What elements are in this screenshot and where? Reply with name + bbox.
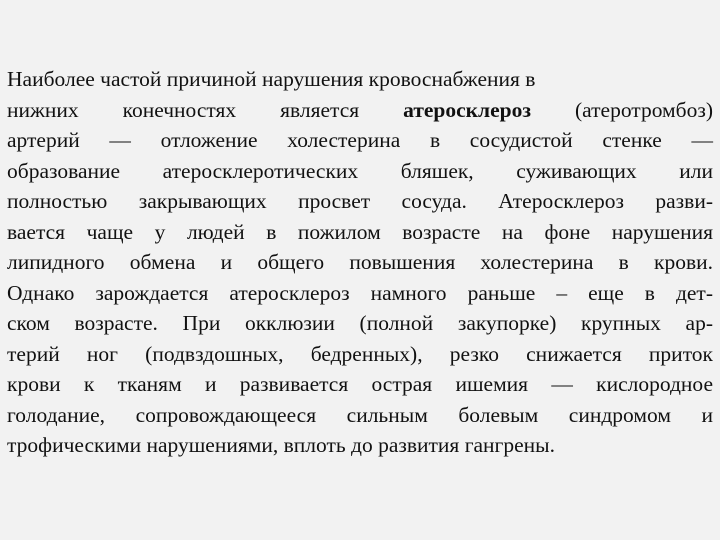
paragraph-line-3: артерий — отложение холестерина в сосудистой стенке — bbox=[7, 128, 713, 152]
body-paragraph bbox=[7, 64, 713, 461]
paragraph-line-8: Однако зарождается атеросклероз намного раньше – еще в дет- bbox=[7, 280, 713, 305]
paragraph-line-2 bbox=[7, 95, 713, 126]
paragraph-line-4: образование атеросклеротических бляшек, суживающих или bbox=[7, 158, 713, 183]
paragraph-line-1: Наиболее частой причиной нарушения кровоснабжения в bbox=[7, 67, 536, 91]
paragraph-text: (атеротромбоз) bbox=[531, 97, 714, 122]
paragraph-line-6: вается чаще у людей в пожилом возрасте на фоне нарушения bbox=[7, 219, 713, 244]
paragraph-line-7: липидного обмена и общего повышения холестерина в крови. bbox=[7, 250, 713, 274]
paragraph-line-9: ском возрасте. При окклюзии (полной закупорке) крупных ар- bbox=[7, 311, 713, 335]
paragraph-line-12: голодание, сопровождающееся сильным болевым синдромом и bbox=[7, 402, 713, 427]
paragraph-line-13: трофическими нарушениями, вплоть до развития гангрены. bbox=[7, 433, 555, 457]
paragraph-line-11: крови к тканям и развивается острая ишемия — кислородное bbox=[7, 372, 713, 396]
paragraph-line-5: полностью закрывающих просвет сосуда. Атеросклероз разви- bbox=[7, 189, 713, 213]
bold-term-atherosclerosis: атеросклероз bbox=[403, 97, 532, 122]
paragraph-line-10: терий ног (подвздошных, бедренных), резко снижается приток bbox=[7, 341, 713, 366]
paragraph-text: нижних конечностях является bbox=[7, 97, 404, 122]
